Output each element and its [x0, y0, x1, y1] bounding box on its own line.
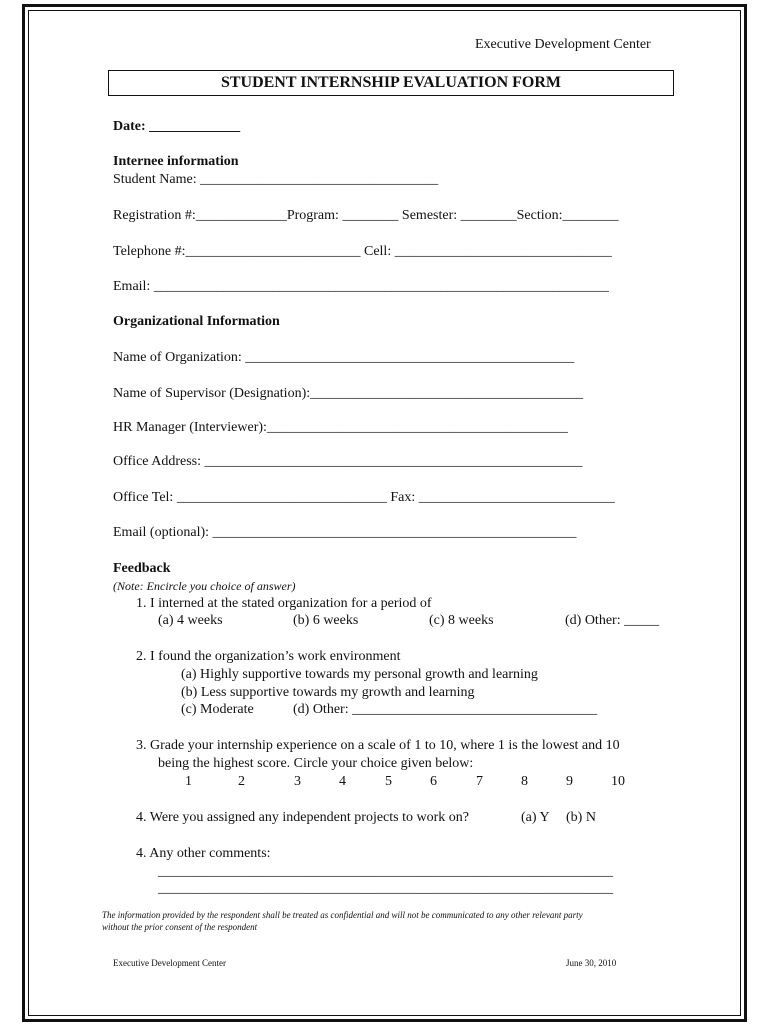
- q3-scale-6[interactable]: 6: [430, 774, 437, 789]
- q3-scale-8[interactable]: 8: [521, 774, 528, 789]
- comments-line-1[interactable]: _________________________________________________________________: [158, 864, 613, 879]
- q3-scale-5[interactable]: 5: [385, 774, 392, 789]
- q1-text: 1. I interned at the stated organization for a period of: [136, 596, 432, 611]
- q2-text: 2. I found the organization’s work environment: [136, 649, 401, 664]
- feedback-note: (Note: Encircle you choice of answer): [113, 579, 296, 593]
- q4-option-yes[interactable]: (a) Y: [521, 810, 550, 825]
- q3-text-continued: being the highest score. Circle your choice given below:: [158, 756, 474, 771]
- q3-scale-7[interactable]: 7: [476, 774, 483, 789]
- registration-line[interactable]: Registration #:_____________Program: ________ Semester: ________Section:________: [113, 208, 619, 223]
- q3-scale-2[interactable]: 2: [238, 774, 245, 789]
- email-field[interactable]: Email: _________________________________________________________________: [113, 279, 609, 294]
- q2-option-a[interactable]: (a) Highly supportive towards my personal growth and learning: [181, 667, 538, 682]
- footer-date: June 30, 2010: [566, 958, 617, 968]
- email-optional-field[interactable]: Email (optional): ____________________________________________________: [113, 525, 577, 540]
- form-title: STUDENT INTERNSHIP EVALUATION FORM: [108, 70, 674, 96]
- telephone-line[interactable]: Telephone #:_________________________ Cell: _______________________________: [113, 244, 612, 259]
- q1-option-c[interactable]: (c) 8 weeks: [429, 613, 494, 628]
- q3-scale-3[interactable]: 3: [294, 774, 301, 789]
- disclaimer-line-2: without the prior consent of the respondent: [102, 922, 258, 932]
- date-field[interactable]: Date: _____________: [113, 119, 241, 134]
- q3-scale-9[interactable]: 9: [566, 774, 573, 789]
- internee-heading: Internee information: [113, 154, 239, 169]
- q3-scale-10[interactable]: 10: [611, 774, 625, 789]
- q1-option-a[interactable]: (a) 4 weeks: [158, 613, 223, 628]
- organization-name-field[interactable]: Name of Organization: _______________________________________________: [113, 350, 575, 365]
- hr-manager-field[interactable]: HR Manager (Interviewer):___________________________________________: [113, 420, 568, 435]
- feedback-heading: Feedback: [113, 561, 171, 576]
- student-name-field[interactable]: Student Name: __________________________________: [113, 172, 439, 187]
- comments-line-2[interactable]: _________________________________________________________________: [158, 881, 613, 896]
- q2-option-d[interactable]: (d) Other: ___________________________________: [293, 702, 598, 717]
- q1-option-d[interactable]: (d) Other: _____: [565, 613, 660, 628]
- q3-scale-1[interactable]: 1: [185, 774, 192, 789]
- header-org: Executive Development Center: [475, 37, 651, 52]
- office-address-field[interactable]: Office Address: ______________________________________________________: [113, 454, 583, 469]
- comments-label: 4. Any other comments:: [136, 846, 271, 861]
- organization-heading: Organizational Information: [113, 314, 280, 329]
- q2-option-b[interactable]: (b) Less supportive towards my growth and learning: [181, 685, 475, 700]
- disclaimer-line-1: The information provided by the respondent shall be treated as confidential and will not be communicated to any other relevant party: [102, 910, 583, 920]
- footer-org: Executive Development Center: [113, 958, 226, 968]
- supervisor-field[interactable]: Name of Supervisor (Designation):_______________________________________: [113, 386, 584, 401]
- q3-scale-4[interactable]: 4: [339, 774, 346, 789]
- q4-text: 4. Were you assigned any independent projects to work on?: [136, 810, 469, 825]
- q3-text: 3. Grade your internship experience on a scale of 1 to 10, where 1 is the lowest and 10: [136, 738, 620, 753]
- office-tel-fax-line[interactable]: Office Tel: ______________________________ Fax: ____________________________: [113, 490, 615, 505]
- q1-option-b[interactable]: (b) 6 weeks: [293, 613, 359, 628]
- q4-option-no[interactable]: (b) N: [566, 810, 596, 825]
- q2-option-c[interactable]: (c) Moderate: [181, 702, 254, 717]
